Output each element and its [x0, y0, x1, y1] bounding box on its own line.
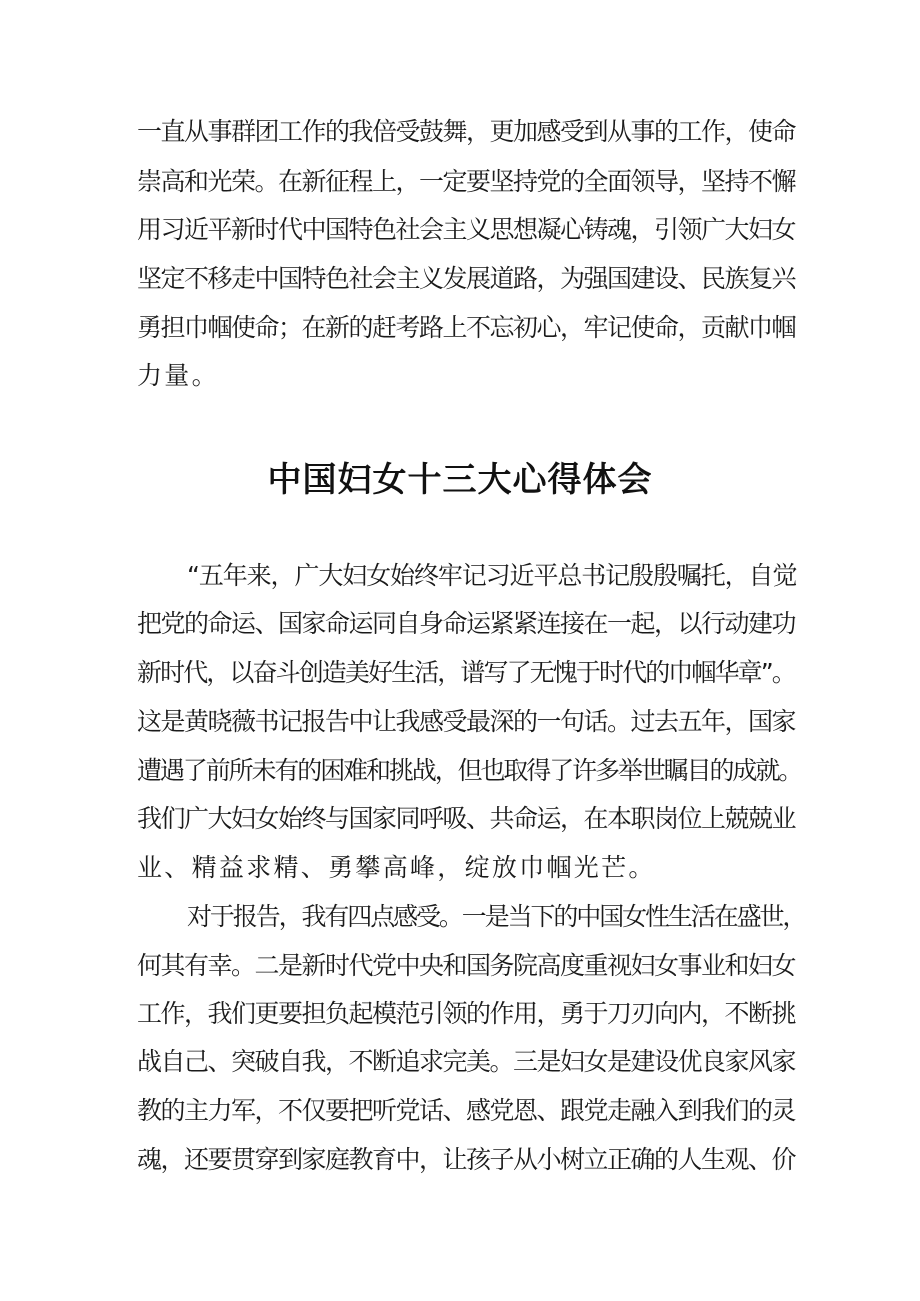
paragraph-line: 工作，我们更要担负起模范引领的作用，勇于刀刃向内，不断挑 [137, 999, 796, 1028]
paragraph-line: 何其有幸。二是新时代党中央和国务院高度重视妇女事业和妇女 [137, 951, 796, 980]
intro-line: 坚定不移走中国特色社会主义发展道路，为强国建设、民族复兴 [137, 264, 796, 293]
page-title: 中国妇女十三大心得体会 [267, 460, 653, 500]
intro-line: 用习近平新时代中国特色社会主义思想凝心铸魂，引领广大妇女 [137, 215, 796, 244]
intro-line: 勇担巾帼使命；在新的赶考路上不忘初心，牢记使命，贡献巾帼 [137, 313, 796, 342]
paragraph-line: 这是黄晓薇书记报告中让我感受最深的一句话。过去五年，国家 [137, 707, 796, 736]
paragraph-line: 教的主力军，不仅要把听党话、感党恩、跟党走融入到我们的灵 [137, 1096, 796, 1125]
paragraph-line: 新时代，以奋斗创造美好生活，谱写了无愧于时代的巾帼华章”。 [137, 658, 795, 687]
paragraph-line: 把党的命运、国家命运同自身命运紧紧连接在一起，以行动建功 [137, 609, 796, 638]
intro-line: 一直从事群团工作的我倍受鼓舞，更加感受到从事的工作，使命 [137, 117, 796, 146]
intro-line: 崇高和光荣。在新征程上，一定要坚持党的全面领导，坚持不懈 [137, 167, 796, 196]
paragraph-line: 遭遇了前所未有的困难和挑战，但也取得了许多举世瞩目的成就。 [137, 756, 802, 785]
paragraph-line: 战自己、突破自我，不断追求完美。三是妇女是建设优良家风家 [137, 1047, 796, 1076]
paragraph-line: 我们广大妇女始终与国家同呼吸、共命运，在本职岗位上兢兢业 [137, 804, 796, 833]
paragraph-line: 对于报告，我有四点感受。一是当下的中国女性生活在盛世， [187, 902, 806, 931]
intro-line: 力量。 [137, 361, 219, 390]
paragraph-line: 魂，还要贯穿到家庭教育中，让孩子从小树立正确的人生观、价 [137, 1145, 796, 1174]
paragraph-line: 业、精益求精、勇攀高峰，绽放巾帼光芒。 [137, 853, 656, 882]
paragraph-line: “五年来，广大妇女始终牢记习近平总书记殷殷嘱托，自觉 [187, 561, 797, 590]
